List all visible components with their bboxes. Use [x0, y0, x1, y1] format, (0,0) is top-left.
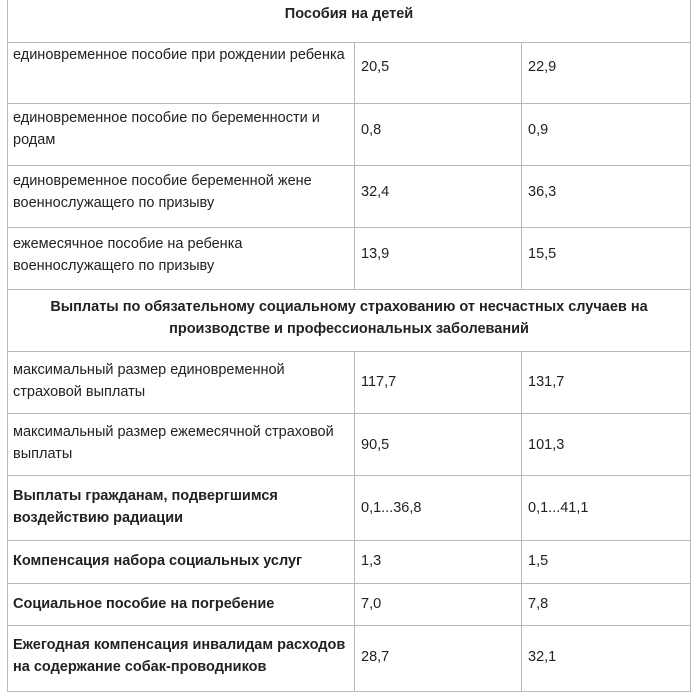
value-col2: 15,5 — [528, 246, 557, 262]
value-col2: 0,9 — [528, 122, 549, 138]
table-row — [8, 540, 690, 583]
value-col2: 22,9 — [528, 59, 557, 75]
section-header-child-benefits — [8, 0, 690, 42]
value-col1: 28,7 — [361, 649, 390, 665]
table-row — [8, 625, 690, 692]
value-col1: 13,9 — [361, 246, 390, 262]
table-row — [8, 103, 690, 165]
value-col1: 117,7 — [361, 374, 397, 390]
value-col1: 20,5 — [361, 59, 390, 75]
value-col2: 131,7 — [528, 374, 565, 390]
row-label: единовременное пособие по беременности и родам — [13, 110, 320, 148]
table-row — [8, 227, 690, 289]
value-col1: 32,4 — [361, 184, 390, 200]
table-row — [8, 583, 690, 625]
table-row — [8, 413, 690, 475]
row-label: максимальный размер единовременной страховой выплаты — [13, 362, 285, 400]
row-label: единовременное пособие при рождении ребенка — [13, 47, 345, 63]
value-col2: 1,5 — [528, 553, 549, 569]
table-row — [8, 42, 690, 103]
row-label: Выплаты гражданам, подвергшимся воздействию радиации — [13, 488, 278, 526]
section-title: Выплаты по обязательному социальному страхованию от несчастных случаев на производстве и профессиональных заболеваний — [50, 299, 648, 337]
value-col2: 101,3 — [528, 437, 565, 453]
row-label: Социальное пособие на погребение — [13, 596, 275, 612]
row-label: Компенсация набора социальных услуг — [13, 553, 303, 569]
value-col1: 90,5 — [361, 437, 390, 453]
row-label: Ежегодная компенсация инвалидам расходов на содержание собак-проводников — [13, 637, 346, 675]
row-label: ежемесячное пособие на ребенка военнослужащего по призыву — [13, 236, 243, 274]
value-col1: 0,8 — [361, 122, 382, 138]
benefits-table — [7, 0, 691, 692]
value-col2: 7,8 — [528, 596, 549, 612]
table-row — [8, 165, 690, 227]
row-label: единовременное пособие беременной жене военнослужащего по призыву — [13, 173, 312, 211]
table-row — [8, 475, 690, 540]
section-title: Пособия на детей — [284, 6, 414, 22]
value-col1: 7,0 — [361, 596, 382, 612]
value-col1: 1,3 — [361, 553, 382, 569]
section-header-insurance — [8, 289, 690, 351]
table-row — [8, 351, 690, 413]
value-col1: 0,1...36,8 — [361, 500, 422, 516]
value-col2: 32,1 — [528, 649, 557, 665]
value-col2: 36,3 — [528, 184, 557, 200]
row-label: максимальный размер ежемесячной страховой выплаты — [13, 424, 334, 462]
value-col2: 0,1...41,1 — [528, 500, 589, 516]
